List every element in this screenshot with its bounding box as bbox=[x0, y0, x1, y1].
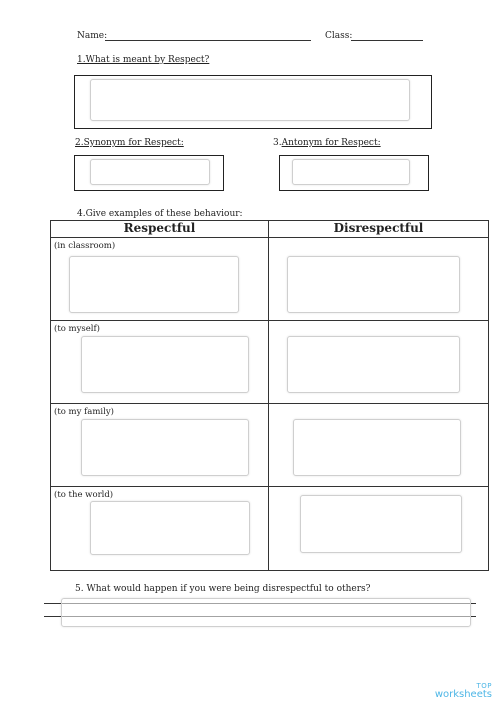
row-label-world: (to the world) bbox=[54, 490, 114, 500]
row-label-classroom: (in classroom) bbox=[54, 241, 116, 251]
cell-classroom-respectful bbox=[51, 238, 269, 321]
cell-family-disrespectful bbox=[269, 404, 489, 487]
question-4: 4.Give examples of these behaviour: bbox=[77, 209, 243, 219]
header-disrespectful: Disrespectful bbox=[269, 221, 489, 238]
question-5-answer-box[interactable] bbox=[61, 598, 471, 627]
answer-myself-disrespectful[interactable] bbox=[287, 336, 460, 393]
row-label-myself: (to myself) bbox=[54, 324, 100, 334]
class-label: Class: bbox=[325, 31, 353, 41]
cell-world-respectful bbox=[51, 487, 269, 571]
question-2: 2.Synonym for Respect: bbox=[75, 138, 184, 148]
question-2-answer-box[interactable] bbox=[90, 159, 210, 185]
question-3-answer-box[interactable] bbox=[292, 159, 410, 185]
cell-family-respectful bbox=[51, 404, 269, 487]
name-label: Name: bbox=[77, 31, 108, 41]
question-1: 1.What is meant by Respect? bbox=[77, 55, 210, 65]
header-respectful: Respectful bbox=[51, 221, 269, 238]
answer-classroom-respectful[interactable] bbox=[69, 256, 239, 313]
question-1-answer-box[interactable] bbox=[90, 79, 410, 121]
cell-classroom-disrespectful bbox=[269, 238, 489, 321]
answer-world-respectful[interactable] bbox=[90, 501, 250, 555]
answer-family-respectful[interactable] bbox=[81, 419, 249, 476]
cell-myself-respectful bbox=[51, 321, 269, 404]
behaviour-table bbox=[50, 220, 489, 571]
answer-world-disrespectful[interactable] bbox=[300, 495, 462, 553]
cell-myself-disrespectful bbox=[269, 321, 489, 404]
logo-bottom-text: worksheets bbox=[434, 689, 492, 700]
answer-myself-respectful[interactable] bbox=[81, 336, 249, 393]
name-field[interactable] bbox=[105, 40, 311, 41]
logo-top-text: TOP bbox=[476, 682, 492, 690]
question-3: 3.Antonym for Respect: bbox=[273, 138, 381, 148]
class-field[interactable] bbox=[351, 40, 423, 41]
row-label-family: (to my family) bbox=[54, 407, 114, 417]
answer-family-disrespectful[interactable] bbox=[293, 419, 461, 476]
question-5: 5. What would happen if you were being disrespectful to others? bbox=[75, 584, 371, 594]
answer-classroom-disrespectful[interactable] bbox=[287, 256, 460, 313]
topworksheets-logo bbox=[435, 683, 492, 700]
cell-world-disrespectful bbox=[269, 487, 489, 571]
